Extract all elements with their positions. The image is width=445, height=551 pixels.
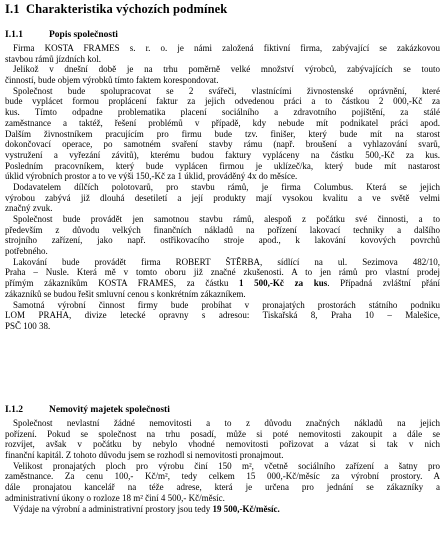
- text-line: značný zvuk.: [5, 203, 53, 214]
- text-line: Firma KOSTA FRAMES s. r. o. je námi založená fiktivní firma, zabývající se zakázkovou: [13, 43, 440, 53]
- text-line: LOM PRAHA, divize letecké opravny s adresou: Tiskařská 8, Praha 10 – Malešice,: [5, 310, 440, 321]
- text-line: zaměstnance a taktéž, řešení problémů v případě, kdy nebude mít podnikatel práci apod.: [5, 117, 440, 128]
- text-line: pořízení. Pokud se společnost na trhu posadí, může si poté nemovitosti zakoupit a dále se: [5, 428, 440, 439]
- section-body-2: [5, 418, 440, 514]
- text-line: Výdaje na výrobní a administrativní prostory jsou tedy 19 500,-Kč/měsíc.: [13, 503, 280, 514]
- text-line: dále pronajatou kancelář na téže adrese, která je určena pro jednání se zákazníky a: [5, 482, 440, 493]
- text-line: finanční kapitál. Z tohoto důvodu jsem se rozhodl si nemovitosti pronajmout.: [5, 450, 284, 461]
- text-line: Společnost bude provádět jen samotnou stavbu rámů, alespoň z počátku své činnosti, a to: [13, 214, 440, 224]
- text-line: strojního zařízení, jako např. ostřikovacího stroje apod., k lakování kovových povrchů: [5, 235, 440, 246]
- section-body-1: [5, 43, 440, 332]
- text-line: kus. Tímto odpadne problematika placení sociálního a zdravotního pojištění, za stálé: [5, 107, 440, 118]
- text-line: činností, bude objem výrobků tímto faktem korespondovat.: [5, 75, 219, 86]
- bold-text: 1 500,-Kč za kus: [239, 278, 328, 289]
- text-line: Lakování bude provádět firma ROBERT ŠTĚRBA, sídlící na ul. Sezimova 482/10,: [13, 256, 440, 267]
- section-number: I.1.1: [5, 30, 23, 40]
- text-line: vystružení a vyřezání závitů), kterému budou faktury vypláceny na částku 500,-Kč za kus.: [5, 149, 440, 160]
- text-line: Posledním pracovníkem, který bude vyplácen firmou je uklízeč/ka, který bude mít nastarost: [5, 160, 440, 171]
- text-line: zákazníků se budou řešit smluvní cenou s konkrétním zákazníkem.: [5, 288, 246, 299]
- text-line: Jelikož v dnešní době je na trhu poměrně velké množství výrobců, zabývajících se touto: [13, 64, 440, 75]
- chapter-heading: [5, 2, 227, 17]
- chapter-title: Charakteristika výchozích podmínek: [26, 2, 228, 16]
- text-line: Dodavatelem dílčích polotovarů, pro stavbu rámů, je firma Columbus. Která se jejich: [13, 181, 440, 192]
- section-number: I.1.2: [5, 405, 23, 415]
- section-title: Nemovitý majetek společnosti: [49, 405, 170, 415]
- text-line: úklid výrobních prostor a to ve výši 150,-Kč za 1 úklid, prováděný 4x do měsíce.: [5, 171, 298, 182]
- text-line: Dalším živnostníkem pracujícím pro firmu bude tzv. finišer, který bude mít na starost: [5, 128, 440, 139]
- text-line: Samotná výrobní činnost firmy bude probíhat v pronajatých prostorách státního podniku: [13, 299, 440, 310]
- text-line: především z důvodu velkých finančních nákladů na pořízení lakovací techniky a dalšího: [5, 224, 440, 235]
- text-line: administrativní úkony o rozloze 18 m² činí 4 500,- Kč/měsíc.: [5, 492, 225, 503]
- text-line: Velikost pronajatých ploch pro výrobu činí 150 m², včetně sociálního zařízení a šatny pro: [13, 460, 440, 471]
- text-line: Společnost nevlastní žádné nemovitosti a to z důvodu značných nákladů na jejich: [13, 418, 440, 428]
- text-line: rozvíjet, avšak v počátku by nebylo vhodné nemovitosti pořizovat a vázat si tak v nich: [5, 439, 440, 450]
- text-line: PSČ 100 38.: [5, 320, 51, 331]
- bold-text: 19 500,-Kč/měsíc.: [212, 503, 280, 514]
- text-line: Společnost bude spolupracovat se 2 svářeči, vlastnícími živnostenské oprávnění, které: [13, 85, 440, 96]
- section-title: Popis společnosti: [49, 30, 118, 40]
- text-line: Praha – Nusle. Která mě v tomto oboru již značné zkušenosti. A to jen rámů pro vlastní prodej: [5, 267, 440, 278]
- text-line: přímým zákazníkům KOSTA FRAMES, za částku 1 500,-Kč za kus. Případná zvláštní přání: [5, 278, 440, 289]
- text-line: dokončovací operace, po samotném svaření stavby rámu (např. broušení a vyhlazování svarů,: [5, 139, 440, 150]
- text-line: zaměstnance. Za cenu 100,- Kč/m², tedy celkem 15 000,-Kč/měsíc za výrobní prostory. A: [5, 471, 440, 482]
- text-line: potřebného.: [5, 246, 48, 257]
- text-line: stavbou rámů jízdních kol.: [5, 53, 101, 64]
- text-line: bude vyplácet formou proplácení faktur za jejich odvedenou práci a to částkou 2 000,-Kč za: [5, 96, 440, 107]
- text-line: výrobou zabývá již dlouhá desetiletí a její produkty mají vysokou kvalitu a ve světě velmi: [5, 192, 440, 203]
- chapter-number: I.1: [5, 2, 20, 16]
